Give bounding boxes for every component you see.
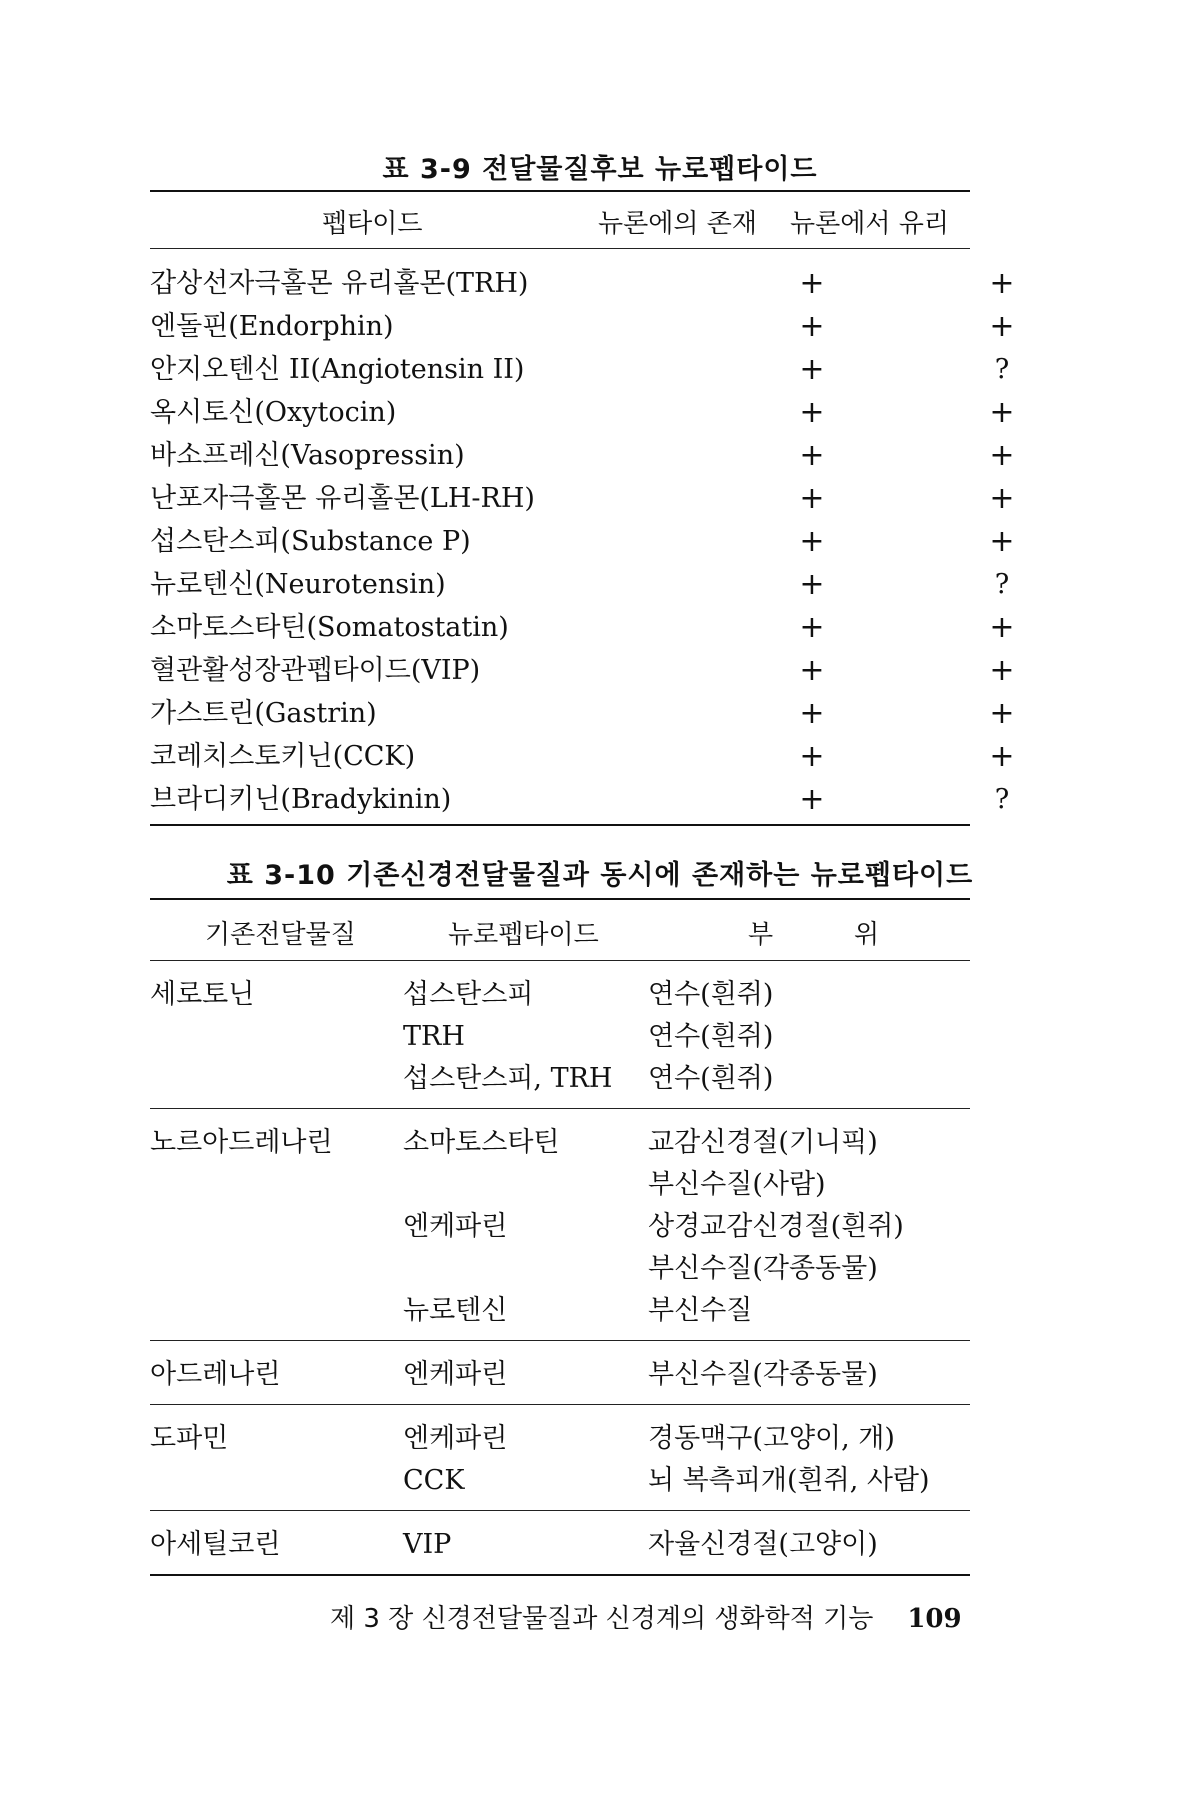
- peptide-name: 소마토스타틴: [403, 1127, 560, 1158]
- presence-mark: +: [799, 266, 825, 301]
- site-name: 교감신경절(기니픽): [648, 1127, 878, 1158]
- table1-header-release: 뉴론에서 유리: [790, 209, 949, 239]
- site-name: 상경교감신경절(흰쥐): [648, 1211, 904, 1242]
- site-name: 경동맥구(고양이, 개): [648, 1423, 895, 1454]
- peptide-name: 브라디키닌(Bradykinin): [150, 784, 452, 815]
- table1-header-peptide: 펩타이드: [322, 209, 423, 239]
- peptide-name: 소마토스타틴(Somatostatin): [150, 612, 509, 643]
- release-mark: +: [989, 653, 1015, 688]
- group-separator: [150, 1108, 970, 1109]
- table-row: [150, 477, 1015, 520]
- group-separator: [150, 1340, 970, 1341]
- table-row: [150, 1418, 970, 1460]
- table1-caption: 표 3-9 전달물질후보 뉴로펩타이드: [382, 154, 818, 185]
- site-name: 부신수질(각종동물): [648, 1253, 878, 1284]
- peptide-name: 뉴로텐신(Neurotensin): [150, 569, 446, 600]
- table2-header-transmitter: 기존전달물질: [205, 920, 356, 950]
- release-mark: +: [989, 524, 1015, 559]
- transmitter-name: 노르아드레나린: [150, 1127, 333, 1158]
- release-mark: ?: [994, 784, 1010, 815]
- table2-header-rule: [150, 960, 970, 961]
- table1-header-presence: 뉴론에의 존재: [598, 209, 757, 239]
- presence-mark: +: [799, 610, 825, 645]
- peptide-name: 안지오텐신 II(Angiotensin II): [150, 354, 525, 385]
- presence-mark: +: [799, 481, 825, 516]
- page-footer: [330, 1598, 962, 1635]
- peptide-name: 바소프레신(Vasopressin): [150, 440, 465, 471]
- release-mark: +: [989, 395, 1015, 430]
- release-mark: +: [989, 266, 1015, 301]
- table1-header-rule: [150, 248, 970, 249]
- peptide-name: 코레치스토키닌(CCK): [150, 741, 416, 772]
- peptide-name: TRH: [403, 1021, 465, 1052]
- site-name: 부신수질(각종동물): [648, 1359, 878, 1390]
- table2-header-peptide: 뉴로펩타이드: [448, 920, 599, 950]
- table2-bottom-rule: [150, 1574, 970, 1576]
- presence-mark: +: [799, 395, 825, 430]
- presence-mark: +: [799, 782, 825, 817]
- release-mark: +: [989, 481, 1015, 516]
- transmitter-name: 아드레나린: [150, 1359, 281, 1390]
- table-row: [150, 1122, 970, 1164]
- peptide-name: 섭스탄스피, TRH: [403, 1063, 613, 1094]
- page-number: 109: [907, 1604, 962, 1634]
- peptide-name: 옥시토신(Oxytocin): [150, 397, 397, 428]
- transmitter-name: 세로토닌: [150, 979, 255, 1010]
- table1-bottom-rule: [150, 824, 970, 826]
- peptide-name: 엔돌핀(Endorphin): [150, 311, 394, 342]
- table-row: [150, 305, 1015, 348]
- table-row: [150, 1058, 970, 1100]
- release-mark: ?: [994, 354, 1010, 385]
- table-row: [150, 1248, 970, 1290]
- release-mark: +: [989, 309, 1015, 344]
- transmitter-name: 도파민: [150, 1423, 229, 1454]
- table-row: [150, 606, 1015, 649]
- presence-mark: +: [799, 567, 825, 602]
- peptide-name: 가스트린(Gastrin): [150, 698, 377, 729]
- table-row: [150, 563, 1010, 606]
- table-row: [150, 1290, 970, 1332]
- table2-caption: 표 3-10 기존신경전달물질과 동시에 존재하는 뉴로펩타이드: [226, 860, 974, 891]
- release-mark: +: [989, 696, 1015, 731]
- group-separator: [150, 1510, 970, 1511]
- table-row: [150, 778, 1010, 821]
- table-row: [150, 1164, 970, 1206]
- presence-mark: +: [799, 352, 825, 387]
- presence-mark: +: [799, 524, 825, 559]
- transmitter-name: 아세틸코린: [150, 1529, 281, 1560]
- presence-mark: +: [799, 438, 825, 473]
- table-row: [150, 974, 970, 1016]
- peptide-name: CCK: [403, 1465, 465, 1496]
- peptide-name: 엔케파린: [403, 1423, 508, 1454]
- peptide-name: 섭스탄스피(Substance P): [150, 526, 471, 557]
- presence-mark: +: [799, 309, 825, 344]
- group-separator: [150, 1404, 970, 1405]
- site-name: 부신수질: [648, 1295, 753, 1326]
- table2-header-site-1: 부: [748, 920, 774, 950]
- site-name: 뇌 복측피개(흰쥐, 사람): [648, 1465, 930, 1496]
- table-row: [150, 391, 1015, 434]
- table-row: [150, 520, 1015, 563]
- peptide-name: VIP: [403, 1529, 452, 1560]
- release-mark: +: [989, 739, 1015, 774]
- peptide-name: 엔케파린: [403, 1211, 508, 1242]
- table-row: [150, 692, 1015, 735]
- table-row: [150, 348, 1010, 391]
- peptide-name: 엔케파린: [403, 1359, 508, 1390]
- release-mark: ?: [994, 569, 1010, 600]
- table-row: [150, 1016, 970, 1058]
- site-name: 부신수질(사람): [648, 1169, 826, 1200]
- peptide-name: 뉴로텐신: [403, 1295, 508, 1326]
- release-mark: +: [989, 610, 1015, 645]
- peptide-name: 섭스탄스피: [403, 979, 534, 1010]
- table-row: [150, 1460, 970, 1502]
- table-row: [150, 434, 1015, 477]
- peptide-name: 갑상선자극홀몬 유리홀몬(TRH): [150, 268, 529, 299]
- site-name: 연수(흰쥐): [648, 1021, 774, 1052]
- peptide-name: 혈관활성장관펩타이드(VIP): [150, 655, 481, 686]
- peptide-name: 난포자극홀몬 유리홀몬(LH-RH): [150, 483, 535, 514]
- table-row: [150, 649, 1015, 692]
- presence-mark: +: [799, 653, 825, 688]
- table-row: [150, 735, 1015, 778]
- presence-mark: +: [799, 696, 825, 731]
- site-name: 연수(흰쥐): [648, 979, 774, 1010]
- table-row: [150, 1354, 970, 1396]
- table-row: [150, 262, 1015, 305]
- table1-top-rule: [150, 190, 970, 192]
- chapter-title: 제 3 장 신경전달물질과 신경계의 생화학적 기능: [330, 1604, 874, 1634]
- presence-mark: +: [799, 739, 825, 774]
- table-row: [150, 1206, 970, 1248]
- table2-top-rule: [150, 898, 970, 900]
- table-row: [150, 1524, 970, 1566]
- site-name: 연수(흰쥐): [648, 1063, 774, 1094]
- release-mark: +: [989, 438, 1015, 473]
- table2-header-site-2: 위: [854, 920, 880, 950]
- site-name: 자율신경절(고양이): [648, 1529, 878, 1560]
